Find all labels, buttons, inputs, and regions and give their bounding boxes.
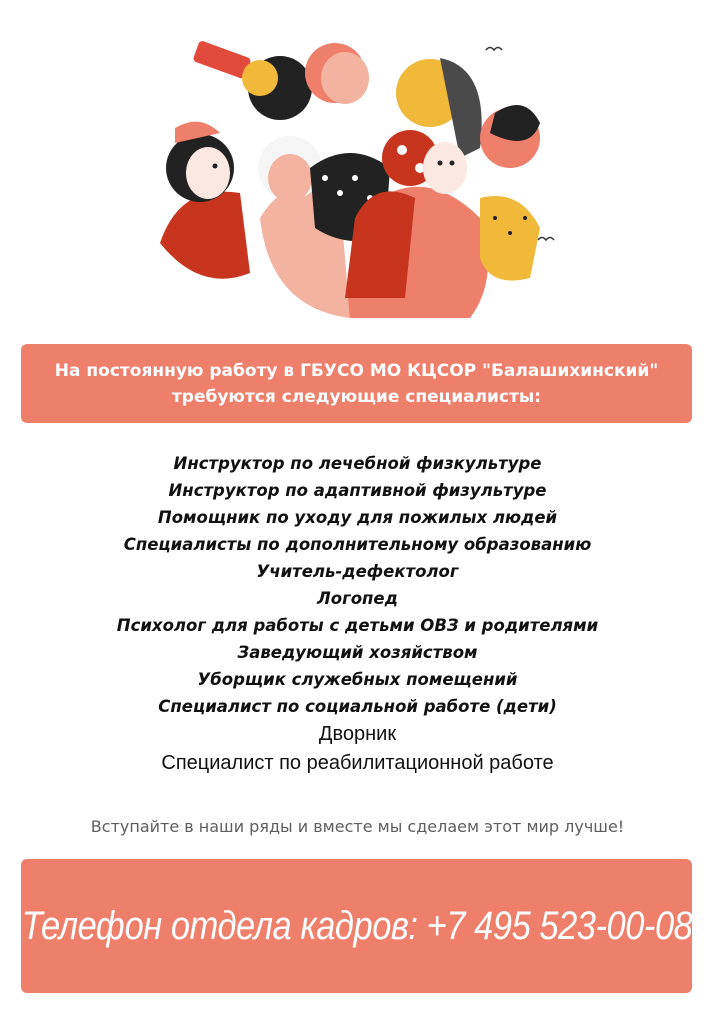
list-item: Учитель-дефектолог (256, 562, 459, 581)
vacancy-list (0, 450, 715, 778)
list-item: Психолог для работы с детьми ОВЗ и родителями (116, 616, 599, 635)
header-banner (21, 344, 692, 423)
list-item: Инструктор по адаптивной физультуре (168, 481, 547, 500)
bird-icon (538, 238, 554, 241)
bird-icon (486, 48, 502, 51)
list-item: Логопед (317, 589, 398, 608)
banner-line-1: На постоянную работу в ГБУСО МО КЦСОР "Балашихинский" (54, 360, 659, 381)
list-item: Специалист по социальной работе (дети) (158, 697, 557, 716)
phone-banner (21, 859, 692, 993)
list-item: Дворник (318, 723, 397, 745)
moon-icon (155, 26, 174, 50)
list-item: Помощник по уходу для пожилых людей (157, 508, 558, 527)
list-item: Уборщик служебных помещений (197, 670, 518, 689)
list-item: Специалисты по дополнительному образованию (123, 535, 592, 554)
slogan-text: Вступайте в наши ряды и вместе мы сделаем этот мир лучше! (90, 817, 625, 836)
crowd-illustration (140, 18, 580, 318)
phone-text: Телефон отдела кадров: +7 495 523-00-08 (21, 903, 692, 948)
list-item: Заведующий хозяйством (237, 643, 478, 662)
list-item: Специалист по реабилитационной работе (161, 752, 554, 774)
list-item: Инструктор по лечебной физкультуре (173, 454, 542, 473)
banner-line-2: требуются следующие специалисты: (171, 386, 542, 407)
